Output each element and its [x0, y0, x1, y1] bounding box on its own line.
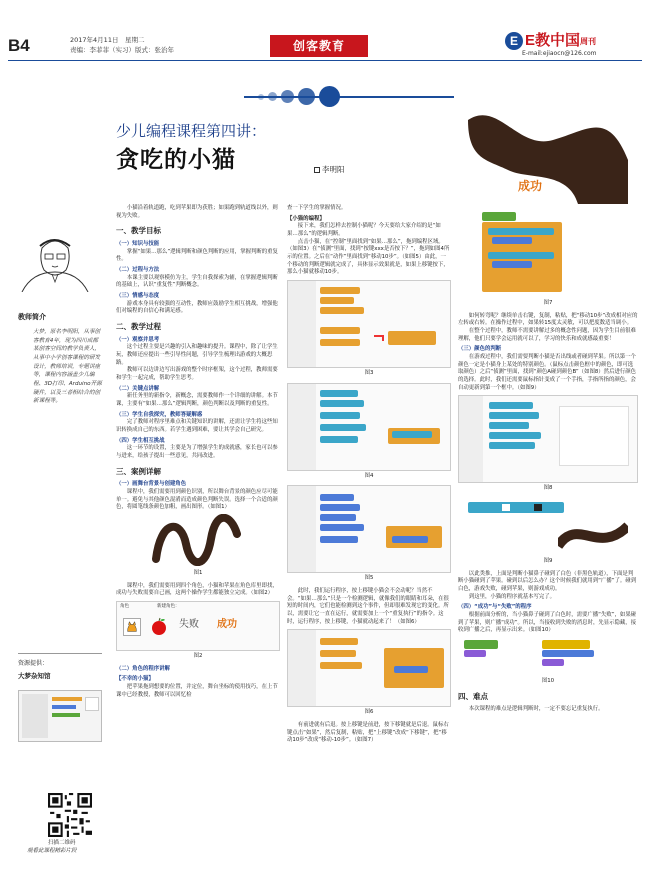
paragraph: 如何转弯呢？继续单击右键，复制，粘贴，把“移动10步”改成相对应的左转或右转。在操作过程中，如果转15度太灵敏，可以把度数适当调小。: [458, 312, 638, 327]
paragraph: 到这里，小猫的程序就基本写完了。: [468, 593, 556, 600]
paragraph: 根据前面分析的，当小猫鼻子碰到了白色时，需要广播“失败”，如果碰到了苹果，则广播“成功”。所以，当接收到失败的消息时，先显示隐藏，接收到广播之后，再显示出来。（如图10）: [458, 612, 637, 634]
logo-e-icon: E: [505, 32, 523, 50]
sub-heading: （四）“成功”与“失败”的程序: [458, 604, 532, 611]
article-title: 贪吃的小猫: [116, 146, 236, 173]
figure-9: [458, 498, 638, 556]
section-heading: 四、难点: [458, 691, 488, 701]
figure-caption: 图8: [543, 485, 553, 492]
logo-name: E教中国: [525, 32, 581, 49]
paragraph: 把苹果拖到想要的位置，并定位，舞台坐标的使用技巧，在上节课中已经教授，教师可以回忆检: [116, 684, 278, 698]
bio-title: 教师简介: [18, 313, 46, 321]
paragraph: 课程中，我们需要用到颜色识别，所以舞台背景的颜色应尽可能单一。避免与其他颜色混淆而造成颜色判断失误。选择一个合适的颜色，将圆笔线条颜色加粗，画出图形。（如图1）: [116, 489, 278, 511]
figure-caption: 图5: [364, 575, 374, 582]
sub-heading: （二）关键点讲解: [116, 385, 160, 392]
section-heading: 二、教学过程: [116, 322, 161, 332]
figure-caption: 图7: [543, 300, 553, 306]
date-line: 2017年4月11日 星期二: [70, 36, 145, 44]
paragraph: 本课主要以观察模仿为主，学生自我探索为辅，在掌握逻辑判断的基础上，认识“重复性”判断概念。: [116, 274, 278, 289]
resource-name: 大梦杂知馆: [18, 672, 51, 680]
paragraph: 在游戏过程中，我们需要判断小猫是否出线或者碰到苹果。所以第一个颜色一定是小猫身上某处的特别颜色。（鼠标点击颜色框中的颜色，即可选取颜色）之后“侦测”里面，找到“颜色A碰到颜色B”（如图8）然后进行颜色的选择。此时，我们还需要鼠标指针变成了一个手指，手指所指的颜色，会自动更新到第一个框中。（如图9）: [458, 354, 637, 391]
paragraph: 点击小猫，在“控制”里面找到“如果…那么”，拖到编程区域。（如图3）在“侦测”里面，找到“按键xxx是否按下？”，拖到如图4所示的位置。之后在“动作”里面找到“移动10步”。（如图5）由此，一个移动的判断逻辑就完成了，具体显示效果就是，如果上移键按下，那么小猫就移动10步。: [287, 238, 450, 276]
section-heading: 一、教学目标: [116, 226, 161, 236]
sub-heading: （三）颜色的判断: [458, 346, 502, 353]
author-line: [314, 165, 345, 176]
section-heading: 三、案例详解: [116, 466, 161, 476]
qr-caption-1: 扫描二维码: [48, 840, 76, 846]
sub-heading: 【小猫的编程】: [287, 215, 325, 222]
email-line: E-mail:ejiaocn@126.com: [522, 50, 597, 57]
paragraph: 教师可以边讲边写出游戏的整个时序框架，这个过程，教师需要和学生一起完成，帮助学生思考。: [116, 367, 278, 382]
qr-caption-2: 观看此课程精彩片段: [27, 848, 77, 854]
figure-caption: 图3: [364, 370, 374, 377]
intro-text: 小猫沿着轨道跑，吃到苹果即为获胜；如果跑到轨道线以外，则视为失败。: [116, 205, 278, 219]
paragraph: 完了教师对程序里难点和关键知识的讲解，还需让学生将这些知识转换成自己的东西。若学生遇到困难，要让其学会自己研究。: [116, 419, 278, 434]
success-text: 成功: [518, 179, 543, 193]
figure-caption: 图4: [364, 472, 374, 479]
page-number: B4: [8, 36, 30, 55]
paragraph: 掌握“如果…那么”逻辑判断和颜色判断的应用，掌握判断的重复性。: [116, 248, 278, 263]
section-banner: 创客教育: [270, 35, 368, 57]
ejiao-logo: [505, 30, 597, 51]
figure-5: [287, 485, 451, 573]
qr-code: [48, 793, 92, 837]
figure-caption: 图9: [543, 558, 553, 565]
sub-heading: （二）过程与方法: [116, 267, 160, 273]
paragraph: 在整个过程中，教师不需要讲解过多的概念性问题，因为学生目前很难理解，他们只要学会运用就可以了，学习的快乐和成就感最重要！: [458, 328, 636, 342]
sidebar-divider: [18, 653, 102, 654]
paragraph: 游戏本身具有较强的互动性，教师应鼓励学生相互挑战，增强他们对编程的自信心和满足感。: [116, 300, 278, 315]
logo-suffix: 周刊: [580, 36, 597, 46]
paragraph: 新任务里的新指令，新概念，需要教师作一个详细的讲解。本节课，主要有“如果…那么”逻辑判断，颜色判断以及判断的重复性。: [116, 393, 278, 408]
paragraph: 查一下学生的掌握情况。: [287, 205, 347, 211]
column-3: [458, 100, 638, 714]
paragraph: 这一环节的设置，主要是为了增强学生的成就感，家长也可以参与进来，给孩子提出一些意见，共同改进。: [116, 445, 278, 460]
paragraph: 接下来，我们怎样去控制小猫呢？今天要给大家介绍的是“如果…那么”的逻辑判断。: [287, 223, 441, 238]
author-portrait: [12, 230, 98, 292]
figure-caption: 图1: [193, 570, 203, 577]
track-drawing: [558, 516, 628, 556]
article-series: 少儿编程课程第四讲：: [116, 122, 267, 140]
paragraph: 有前进就有后退。按上移键是前进，按下移键就是后退。鼠标右键点击“如果”，然后复制，粘贴，把“上移键”改成“下移键”，把“移动10步”改成“移动-10步”。（如图7）: [287, 722, 449, 744]
sub-heading: 【不幸的小猫】: [116, 676, 154, 683]
success-sprite: 成功: [217, 619, 237, 631]
paragraph: 这个过程主要是兴趣的引入和趣味的提升。课程中，除了让学生玩，教师还应提出一些引导性问题，引导学生梳理出游戏的大概思路。: [116, 344, 278, 366]
bio-text: 大梦，原名李明阳，从事创客教育4年，现为四川成都某创客空间的教学负责人，从事中小学创客课程的研发设计，教师培训，专题讲座等，课程内容涵盖少儿编程、3D打印、Arduino开源硬件，以及三者相结合的创新课程等。: [33, 329, 102, 405]
sub-heading: （一）画舞台背景与创建角色: [116, 481, 187, 488]
apple-sprite: [149, 616, 169, 636]
track-success-drawing: [458, 100, 638, 204]
new-sprite-label: 新建角色：: [157, 604, 180, 610]
video-thumbnail: [18, 690, 102, 742]
figure-8: [458, 395, 638, 483]
cat-sprite: [123, 618, 141, 636]
sub-heading: （一）知识与技能: [116, 240, 160, 247]
sub-heading: （二）角色的程序讲解: [116, 665, 170, 672]
sub-heading: （一）观察并思考: [116, 336, 160, 343]
figure-7: [458, 212, 638, 298]
figure-2: [116, 601, 280, 651]
fail-sprite: 失败: [179, 619, 199, 631]
figure-caption: 图10: [541, 678, 555, 685]
figure-1: [116, 512, 280, 568]
success-figure: [458, 100, 638, 204]
decorative-dots: [244, 86, 346, 108]
track-drawing: [151, 514, 241, 566]
figure-caption: 图2: [193, 653, 203, 660]
sub-heading: （四）学生相互挑战: [116, 437, 165, 444]
figure-10: [458, 638, 638, 676]
figure-6: [287, 629, 451, 707]
column-2: [287, 205, 451, 745]
sub-heading: （三）学生自我探究，教师答疑解惑: [116, 411, 203, 418]
figure-4: [287, 383, 451, 471]
header-rule: [8, 60, 642, 61]
figure-caption: 图6: [364, 709, 374, 716]
sub-heading: （三）情感与态度: [116, 293, 160, 300]
paragraph: 本次课程的难点是逻辑判断时，一定不要忘记重复执行。: [468, 706, 604, 713]
paragraph: 课程中，我们需要用到四个角色，小猫和苹果在角色库里即找，成功与失败需要自己画，这两个操作学生都能独立完成。（如图2）: [116, 582, 278, 597]
author-box-icon: [314, 167, 320, 173]
figure-3: [287, 280, 451, 368]
resource-label: 资源提供：: [18, 660, 49, 667]
paragraph: 此时，我们运行程序，按上移键小猫会不会动呢？当然不会。“如果…那么”只是一个检测逻辑，就像我们的眼睛和耳朵，在很短的时间内，它们也能检测到这个事件，但却很难发现它的变化。所以，需要让它一直在运行，就需要加上一个“重复执行”的指令。这时，运行程序，按上移键，小猫就动起来了！（如图6）: [287, 588, 449, 625]
author-name: 李明阳: [322, 165, 345, 174]
editors-line: 责编：李菲菲（实习）版式：张治年: [70, 46, 174, 54]
column-1: [116, 205, 280, 699]
sprite-tab: 角色: [120, 604, 129, 610]
paragraph: 以此类推，上面是判断小猫鼻子碰到了白色（非黑色轨道），下面是判断小猫碰到了苹果。碰到以后怎么办？这个时候我们就用到“广播”了。碰到白色，游戏失败，碰到苹果，则游戏成功。: [458, 570, 637, 593]
